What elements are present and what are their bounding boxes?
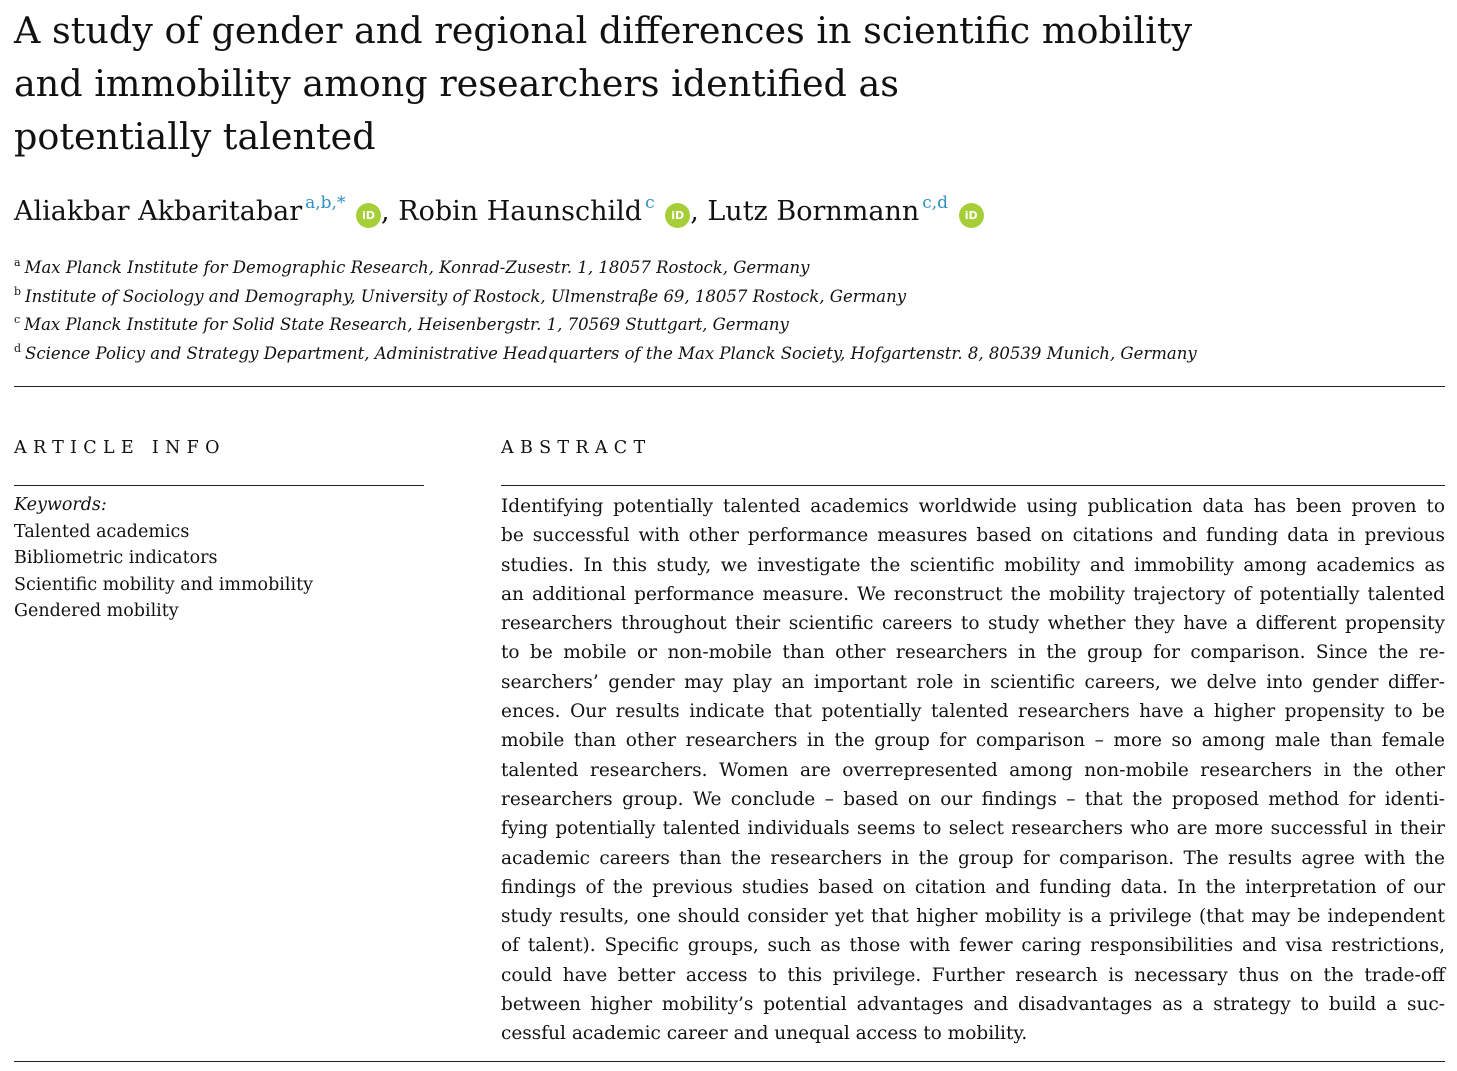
- author-name[interactable]: Aliakbar Akbaritabar: [14, 196, 303, 227]
- affiliation-item: [14, 312, 1197, 341]
- article-info-divider: [14, 485, 424, 486]
- abstract-heading: ABSTRACT: [501, 438, 652, 458]
- affiliation-item: [14, 255, 1197, 284]
- abstract-bottom-divider: [14, 1061, 1445, 1062]
- affiliation-mark: d: [14, 341, 22, 355]
- abstract-line: cessful academic career and unequal access to mobility.: [501, 1023, 1028, 1045]
- author-affiliation-link[interactable]: a,b,*: [305, 193, 346, 213]
- author-list: [14, 192, 984, 235]
- author-affiliation-link[interactable]: c,d: [922, 193, 949, 213]
- affiliation-mark: c: [14, 313, 21, 326]
- author-name[interactable]: Robin Haunschild: [398, 196, 643, 227]
- keyword-item: Gendered mobility: [14, 601, 179, 621]
- abstract-divider: [501, 485, 1445, 486]
- abstract-line: researchers group. We conclude – based on our findings – that the proposed method for identi-: [501, 788, 1445, 810]
- affiliation-item: [14, 284, 1197, 313]
- abstract-line: could have better access to this privilege. Further research is necessary thus on the trade-off: [501, 964, 1445, 986]
- affiliation-mark: a: [14, 256, 21, 269]
- author-name[interactable]: Lutz Bornmann: [707, 196, 920, 227]
- affiliation-list: [14, 255, 1197, 369]
- keywords-label: Keywords:: [14, 495, 107, 515]
- keywords-block: [14, 492, 313, 625]
- title-line: potentially talented: [14, 115, 376, 158]
- abstract-line: researchers throughout their scientific careers to study whether they have a different propensity: [501, 613, 1445, 635]
- affiliation-text: Max Planck Institute for Solid State Research, Heisenbergstr. 1, 70569 Stuttgart, Germany: [24, 315, 789, 334]
- abstract-line: be successful with other performance measures based on citations and funding data in previous: [501, 525, 1445, 547]
- orcid-icon[interactable]: iD: [665, 203, 690, 228]
- affiliation-item: [14, 341, 1197, 370]
- title-line: and immobility among researchers identified as: [14, 62, 900, 105]
- orcid-icon[interactable]: iD: [356, 203, 381, 228]
- title-line: A study of gender and regional differences in scientific mobility: [14, 9, 1193, 52]
- abstract-line: an additional performance measure. We reconstruct the mobility trajectory of potentially talented: [501, 583, 1445, 605]
- abstract-line: mobile than other researchers in the group for comparison – more so among male than female: [501, 730, 1445, 752]
- author-affiliation-link[interactable]: c: [645, 193, 655, 213]
- abstract-body: [501, 492, 1445, 1049]
- article-title: [14, 4, 1254, 163]
- affiliation-mark: b: [14, 284, 22, 298]
- orcid-icon[interactable]: iD: [959, 203, 984, 228]
- header-divider: [14, 386, 1445, 387]
- author-separator: ,: [381, 196, 390, 227]
- abstract-line: searchers’ gender may play an important role in scientific careers, we delve into gender differ-: [501, 671, 1445, 693]
- abstract-line: ences. Our results indicate that potentially talented researchers have a higher propensity to be: [501, 701, 1445, 723]
- affiliation-text: Science Policy and Strategy Department, Administrative Headquarters of the Max Planck Society, Hofgartenstr. 8, 80539 Munich, Germany: [25, 343, 1197, 363]
- affiliation-text: Institute of Sociology and Demography, University of Rostock, Ulmenstraβe 69, 18057 Rostock, Germany: [25, 286, 907, 306]
- abstract-line: Identifying potentially talented academics worldwide using publication data has been proven to: [501, 496, 1445, 517]
- abstract-line: academic careers than the researchers in the group for comparison. The results agree with the: [501, 847, 1445, 869]
- keyword-item: Talented academics: [14, 521, 190, 542]
- abstract-line: fying potentially talented individuals seems to select researchers who are more successful in their: [501, 818, 1445, 840]
- article-info-heading: ARTICLE INFO: [14, 438, 226, 458]
- author-separator: ,: [690, 196, 699, 227]
- abstract-line: between higher mobility’s potential advantages and disadvantages as a strategy to build a suc-: [501, 994, 1445, 1016]
- abstract-line: talented researchers. Women are overrepresented among non-mobile researchers in the other: [501, 759, 1445, 781]
- keyword-item: Scientific mobility and immobility: [14, 574, 313, 595]
- abstract-line: studies. In this study, we investigate the scientific mobility and immobility among academics as: [501, 554, 1445, 576]
- keyword-item: Bibliometric indicators: [14, 548, 218, 568]
- abstract-line: of talent). Specific groups, such as those with fewer caring responsibilities and visa restrictions,: [501, 935, 1445, 957]
- abstract-line: to be mobile or non-mobile than other researchers in the group for comparison. Since the re-: [501, 642, 1445, 664]
- abstract-line: study results, one should consider yet that higher mobility is a privilege (that may be independent: [501, 906, 1445, 928]
- abstract-line: findings of the previous studies based on citation and funding data. In the interpretation of our: [501, 876, 1445, 898]
- affiliation-text: Max Planck Institute for Demographic Research, Konrad-Zusestr. 1, 18057 Rostock, Germany: [24, 258, 810, 277]
